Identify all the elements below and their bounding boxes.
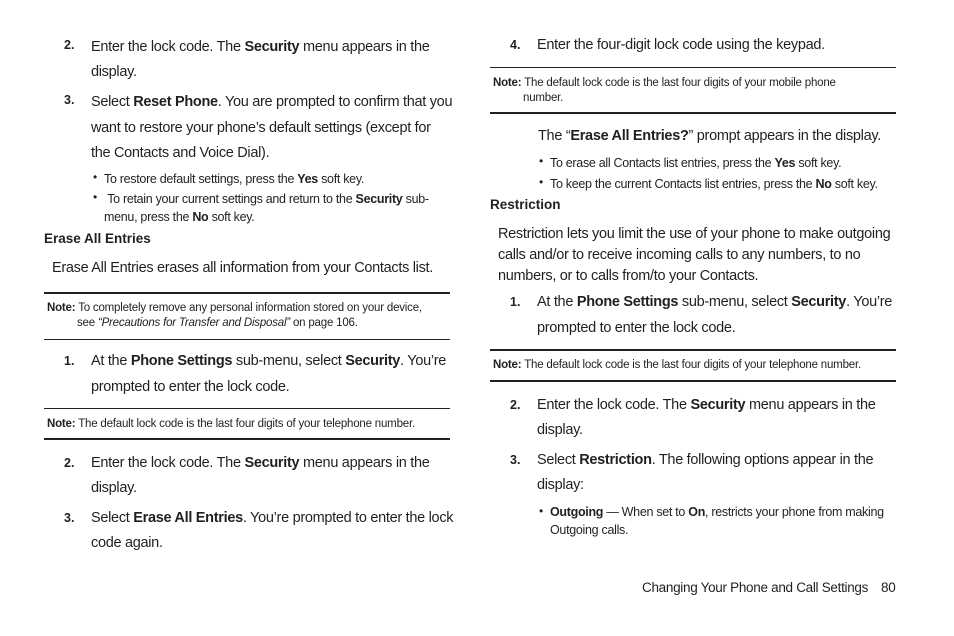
step-text: Select Reset Phone. You are prompted to confirm that you want to restore your phone’s default settings (except for the Contacts and Voice Dial). bbox=[91, 94, 453, 161]
prompt-text: The “Erase All Entries?” prompt appears in the display. bbox=[538, 128, 881, 144]
step-text: At the Phone Settings sub-menu, select Security. You’re prompted to enter the lock code. bbox=[537, 294, 893, 336]
note-box: Note: To completely remove any personal information stored on your device, see “Precautions for Transfer and Disposal” on page 106. bbox=[47, 302, 422, 329]
note-rule-top bbox=[490, 67, 896, 68]
step-text: At the Phone Settings sub-menu, select Security. You’re prompted to enter the lock code. bbox=[91, 353, 447, 395]
step-number: 2. bbox=[64, 38, 75, 52]
step-text: Enter the lock code. The Security menu appears in the display. bbox=[537, 397, 876, 438]
bullet-marker: • bbox=[539, 175, 544, 189]
note-rule-bottom bbox=[44, 339, 450, 340]
step-text: Enter the lock code. The Security menu appears in the display. bbox=[91, 39, 430, 80]
bullet-item: To restore default settings, press the Yes soft key. bbox=[104, 172, 365, 186]
bullet-item: To retain your current settings and return to the Security sub- menu, press the No soft key. bbox=[104, 192, 429, 224]
note-rule-bottom bbox=[44, 438, 450, 440]
step-number: 3. bbox=[510, 453, 521, 467]
step-number: 3. bbox=[64, 93, 75, 107]
bullet-marker: • bbox=[93, 190, 98, 204]
bullet-marker: • bbox=[539, 154, 544, 168]
note-box: Note: The default lock code is the last four digits of your mobile phone number. bbox=[493, 77, 836, 104]
section-heading: Erase All Entries bbox=[44, 231, 151, 246]
section-heading: Restriction bbox=[490, 197, 561, 212]
step-number: 1. bbox=[510, 295, 521, 309]
step-number: 3. bbox=[64, 511, 75, 525]
step-text: Enter the four-digit lock code using the keypad. bbox=[537, 37, 825, 53]
step-text: Select Erase All Entries. You’re prompted to enter the lock code again. bbox=[91, 510, 454, 551]
bullet-item: To erase all Contacts list entries, press the Yes soft key. bbox=[550, 156, 842, 170]
step-number: 2. bbox=[64, 456, 75, 470]
step-number: 1. bbox=[64, 354, 75, 368]
bullet-item: Outgoing — When set to On, restricts your phone from making Outgoing calls. bbox=[550, 505, 884, 537]
section-intro: Restriction lets you limit the use of your phone to make outgoing calls and/or to receive incoming calls to any numbers, to no numbers, or to calls from/to your Contacts. bbox=[498, 226, 891, 284]
section-intro: Erase All Entries erases all information from your Contacts list. bbox=[52, 260, 434, 276]
note-box: Note: The default lock code is the last four digits of your telephone number. bbox=[47, 418, 415, 430]
bullet-item: To keep the current Contacts list entries, press the No soft key. bbox=[550, 177, 878, 191]
note-rule-top bbox=[44, 292, 450, 294]
page-number: 80 bbox=[881, 580, 896, 595]
step-text: Select Restriction. The following options appear in the display: bbox=[537, 452, 874, 493]
bullet-marker: • bbox=[93, 170, 98, 184]
step-number: 2. bbox=[510, 398, 521, 412]
note-box: Note: The default lock code is the last four digits of your telephone number. bbox=[493, 359, 861, 371]
note-rule-top bbox=[44, 408, 450, 409]
note-rule-bottom bbox=[490, 112, 896, 114]
note-rule-top bbox=[490, 349, 896, 351]
footer-title: Changing Your Phone and Call Settings bbox=[642, 580, 869, 595]
note-rule-bottom bbox=[490, 380, 896, 382]
step-text: Enter the lock code. The Security menu appears in the display. bbox=[91, 455, 430, 496]
step-number: 4. bbox=[510, 38, 521, 52]
bullet-marker: • bbox=[539, 504, 544, 518]
